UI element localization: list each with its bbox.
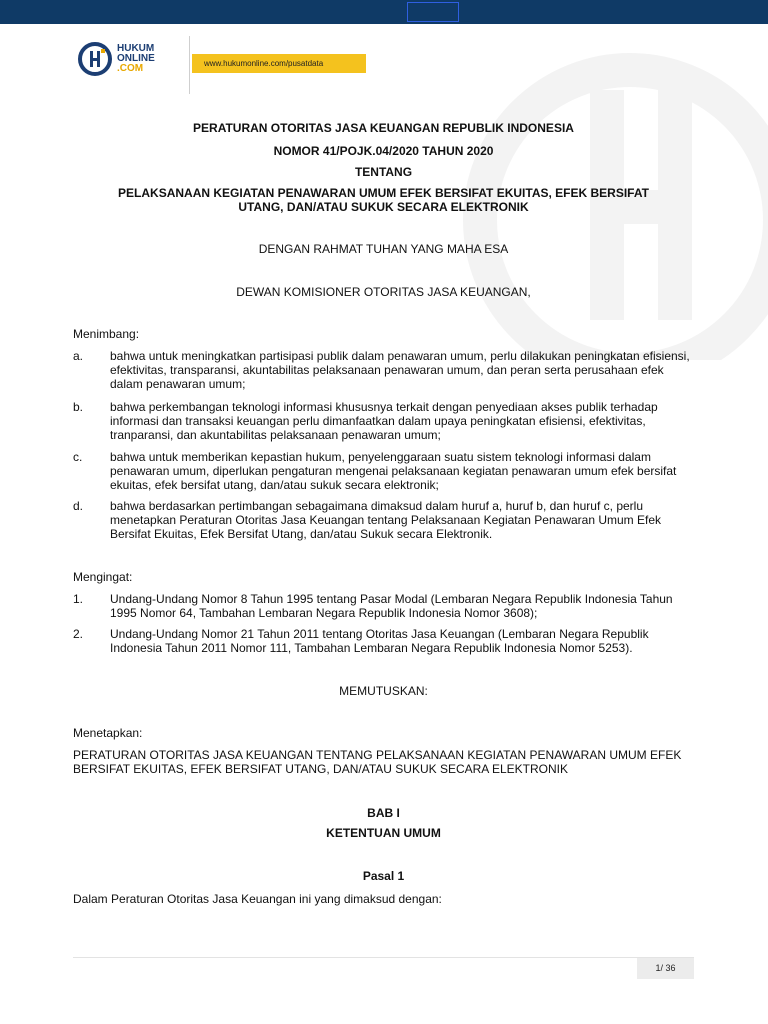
dewan-line: DEWAN KOMISIONER OTORITAS JASA KEUANGAN, bbox=[236, 285, 531, 299]
item-text: bahwa untuk meningkatkan partisipasi publik dalam penawaran umum, perlu dilakukan peningkatan efisiensi, efektivitas, transparansi, akuntabilitas pelaksanaan penawaran umum, dan peran serta perusahaan efek dalam penawaran umum; bbox=[110, 349, 690, 391]
item-text: Undang-Undang Nomor 21 Tahun 2011 tentang Otoritas Jasa Keuangan (Lembaran Negara Republik Indonesia Tahun 2011 Nomor 111, Tambahan Lembaran Negara Republik Indonesia Nomor 5253). bbox=[110, 627, 649, 655]
logo-h-icon bbox=[78, 42, 112, 76]
item-marker: 1. bbox=[73, 592, 84, 606]
logo-line2: ONLINE bbox=[117, 53, 155, 64]
item-text: Undang-Undang Nomor 8 Tahun 1995 tentang Pasar Modal (Lembaran Negara Republik Indonesia Tahun 1995 Nomor 64, Tambahan Lembaran Negara Republik Indonesia Nomor 3608); bbox=[110, 592, 673, 620]
pasal-intro: Dalam Peraturan Otoritas Jasa Keuangan ini yang dimaksud dengan: bbox=[73, 892, 442, 906]
item-marker: b. bbox=[73, 400, 84, 414]
mengingat-heading: Mengingat: bbox=[73, 570, 133, 584]
title-line-4a: PELAKSANAAN KEGIATAN PENAWARAN UMUM EFEK BERSIFAT EKUITAS, EFEK BERSIFAT bbox=[118, 186, 649, 200]
item-marker: c. bbox=[73, 450, 83, 464]
item-marker: d. bbox=[73, 499, 84, 513]
item-marker: a. bbox=[73, 349, 84, 363]
item-text: bahwa berdasarkan pertimbangan sebagaimana dimaksud dalam huruf a, huruf b, dan huruf c, perlu menetapkan Peraturan Otoritas Jasa Keuangan tentang Pelaksanaan Kegiatan Penawaran Umum Efek Bersifat Ekuitas, Efek Bersifat Utang, dan/atau Sukuk secara Elektronik. bbox=[110, 499, 662, 541]
item-marker: 2. bbox=[73, 627, 84, 641]
pasal-title: Pasal 1 bbox=[362, 869, 405, 883]
rahmat-line: DENGAN RAHMAT TUHAN YANG MAHA ESA bbox=[258, 242, 509, 256]
title-line-4b: UTANG, DAN/ATAU SUKUK SECARA ELEKTRONIK bbox=[238, 200, 529, 214]
logo-line3: .COM bbox=[117, 63, 144, 74]
item-text: bahwa perkembangan teknologi informasi khususnya terkait dengan penyediaan akses publik terhadap informasi dan transaksi keuangan perlu dimanfaatkan dalam upaya peningkatan efisiensi, efektivitas, tranparansi, dan akuntabilitas pelaksanaan penawaran umum; bbox=[110, 400, 658, 442]
bab-number: BAB I bbox=[367, 806, 400, 820]
header-url[interactable]: www.hukumonline.com/pusatdata bbox=[192, 54, 366, 73]
top-toolbar bbox=[0, 0, 768, 24]
menetapkan-text: PERATURAN OTORITAS JASA KEUANGAN TENTANG PELAKSANAAN KEGIATAN PENAWARAN UMUM EFEK BERSIFAT EKUITAS, EFEK BERSIFAT UTANG, DAN/ATAU SUKUK SECARA ELEKTRONIK bbox=[73, 748, 682, 776]
page-number: 1/ 36 bbox=[637, 958, 694, 979]
title-line-2: NOMOR 41/POJK.04/2020 TAHUN 2020 bbox=[273, 144, 494, 158]
menimbang-heading: Menimbang: bbox=[73, 327, 140, 341]
footer-divider bbox=[73, 957, 694, 958]
hukumonline-logo bbox=[78, 42, 155, 76]
title-line-3: TENTANG bbox=[354, 165, 413, 179]
logo-text bbox=[117, 44, 155, 74]
header-divider bbox=[189, 36, 190, 94]
memutuskan-line: MEMUTUSKAN: bbox=[339, 684, 428, 698]
toolbar-highlight-box[interactable] bbox=[407, 2, 459, 22]
bab-title: KETENTUAN UMUM bbox=[326, 826, 441, 840]
logo-line1: HUKUM bbox=[117, 43, 155, 54]
menetapkan-heading: Menetapkan: bbox=[73, 726, 143, 740]
title-line-1: PERATURAN OTORITAS JASA KEUANGAN REPUBLIK INDONESIA bbox=[193, 121, 574, 135]
item-text: bahwa untuk memberikan kepastian hukum, penyelenggaraan suatu sistem teknologi informasi dalam penawaran umum, diperlukan pengaturan mengenai pelaksanaan kegiatan penawaran umum efek bersifat ekuitas, efek bersifat utang, dan/atau sukuk secara elektronik; bbox=[110, 450, 677, 492]
